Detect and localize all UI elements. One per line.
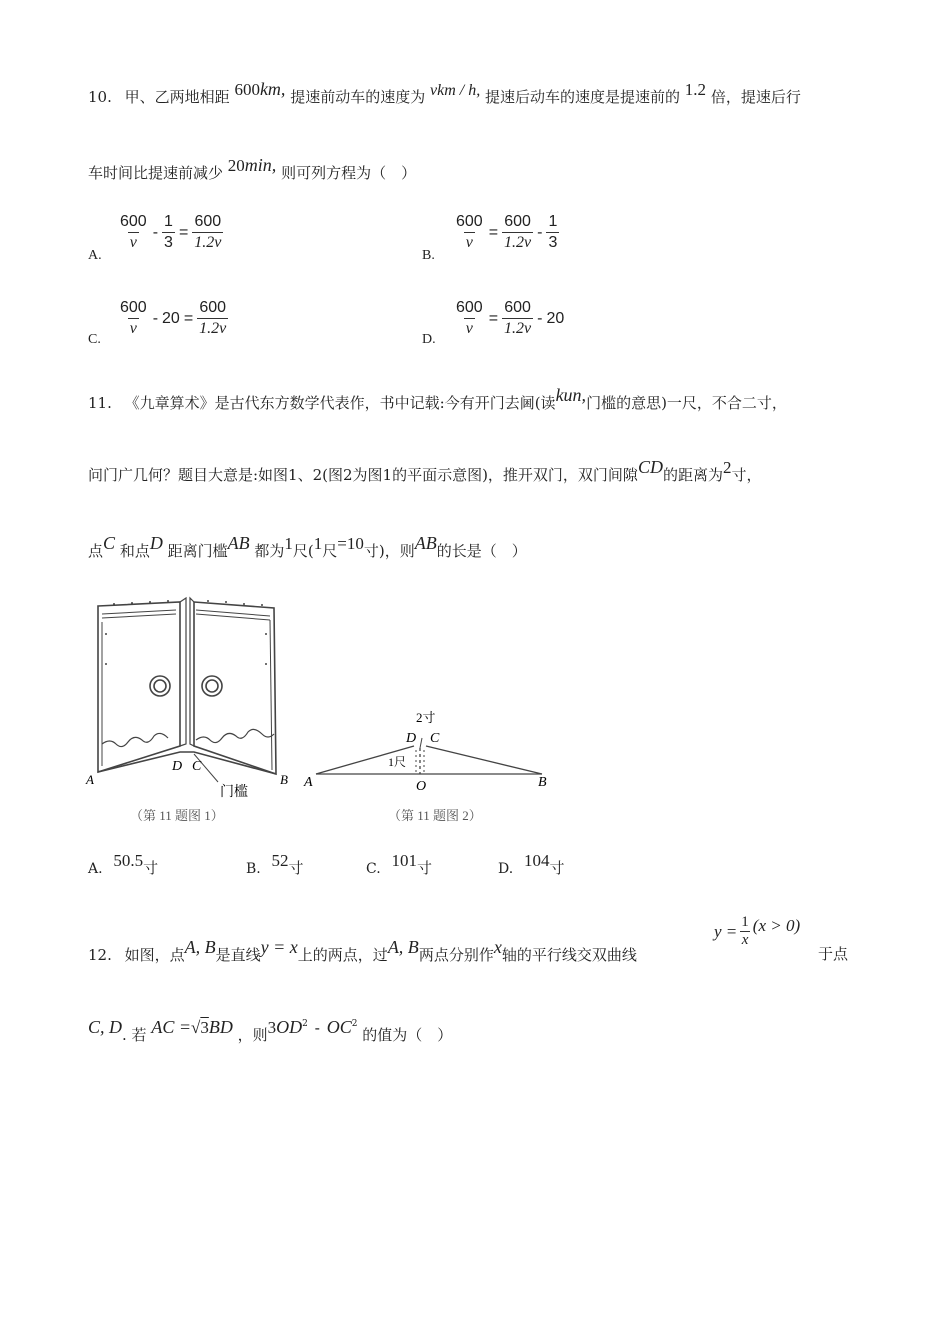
label-a: A — [304, 775, 313, 790]
label-1-chi: 1尺 — [388, 755, 407, 769]
label-a: A — [86, 772, 94, 787]
figure-2-diagram — [296, 704, 566, 830]
label-o: O — [416, 779, 427, 794]
figure-1-caption: （第 11 题图 1） — [130, 808, 224, 823]
q12-line1: 12. 如图，点A, B是直线y = x上的两点，过A, B两点分别作x轴的平行线交双曲线 — [88, 937, 637, 964]
label-sill: 门槛 — [220, 785, 248, 800]
label-b: B — [538, 775, 547, 790]
label-d: D — [406, 731, 417, 746]
q11-option-a[interactable]: A. 50.5寸 — [88, 851, 159, 877]
question-number: 12. — [88, 946, 112, 964]
figure-2-caption: （第 11 题图 2） — [388, 808, 482, 823]
q10-line1: 10. 甲、乙两地相距 600km, 提速前动车的速度为 vkm / h, 提速后动车的速度是提速前的 1.2 倍，提速后行 — [88, 79, 801, 106]
figure-1-door — [84, 594, 296, 830]
q11-option-b[interactable]: B. 52寸 — [246, 851, 304, 877]
option-letter: C. — [88, 332, 101, 347]
label-2-cun: 2寸 — [416, 710, 436, 725]
formula-a: $\frac{600}{v}$ - $\frac{1}{3}$ = $\frac{600}{1.2v}$ — [120, 213, 222, 251]
q11-line2: 问门广几何？题目大意是:如图1、2(图2为图1的平面示意图)，推开双门，双门间隙CD的距离为2寸， — [88, 457, 762, 484]
q11-line3: 点C 和点D 距离门槛AB 都为1尺(1尺=10寸)，则AB的长是（ ） — [88, 533, 527, 560]
formula-d: $\frac{600}{v}$ = $\frac{600}{1.2v}$ - 20 — [456, 299, 565, 337]
q11-option-c[interactable]: C. 101寸 — [366, 851, 432, 877]
label-b: B — [280, 772, 288, 787]
option-letter: A. — [88, 248, 102, 263]
q11-option-d[interactable]: D. 104寸 — [498, 851, 565, 877]
hyperbola-formula: y = $\frac{1}{x}$ (x > 0) — [714, 914, 801, 948]
question-number: 11. — [88, 394, 112, 412]
formula-b: $\frac{600}{v}$ = $\frac{600}{1.2v}$ - $\frac{1}{3}$ — [456, 213, 558, 251]
question-number: 10. — [88, 88, 112, 106]
label-c: C — [430, 731, 440, 746]
q12-line2: C, D. 若 AC =√3BD ，则$3OD^2 - OC^2$ 的值为（ ） — [88, 1017, 453, 1044]
label-c: C — [192, 759, 202, 774]
formula-c: $\frac{600}{v}$ - 20 = $\frac{600}{1.2v}$ — [120, 299, 227, 337]
q12-line1-tail: 于点 — [818, 945, 849, 963]
option-letter: B. — [422, 248, 435, 263]
label-d: D — [172, 759, 183, 774]
q11-line1: 11. 《九章算术》是古代东方数学代表作，书中记载:今有开门去阃(读kun,门槛的意思)一尺，不合二寸， — [88, 385, 787, 412]
option-letter: D. — [422, 332, 436, 347]
q10-line2: 车时间比提速前减少 20min, 则可列方程为（ ） — [88, 155, 417, 182]
